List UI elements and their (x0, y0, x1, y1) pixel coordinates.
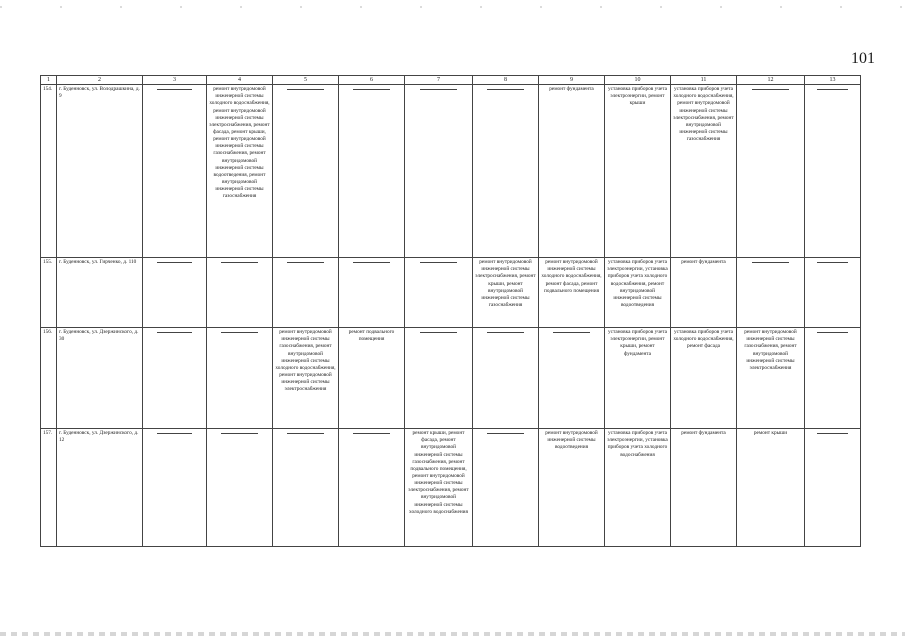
empty-cell-dash (487, 332, 524, 333)
column-header: 5 (273, 76, 339, 85)
column-header: 6 (339, 76, 405, 85)
table-cell: ремонт фундамента (539, 85, 605, 258)
table-cell: установка приборов учета электроэнергии, установка приборов учета холодного водоснабжения (605, 429, 671, 547)
empty-cell-dash (353, 433, 390, 434)
empty-cell-dash (221, 332, 258, 333)
table-cell: установка приборов учета холодного водоснабжения, ремонт фасада (671, 328, 737, 429)
empty-cell-dash (157, 433, 192, 434)
table-cell (339, 85, 405, 258)
table-cell (405, 85, 473, 258)
empty-cell-dash (752, 262, 790, 263)
building-address: г. Буденновск, ул. Гирченко, д. 110 (57, 258, 143, 328)
table-cell (273, 85, 339, 258)
empty-cell-dash (287, 89, 324, 90)
row-number: 157. (41, 429, 57, 547)
table-cell: ремонт внутридомовой инженерной системы водоотведения (539, 429, 605, 547)
row-number: 154. (41, 85, 57, 258)
table-cell (143, 258, 207, 328)
table-cell: ремонт внутридомовой инженерной системы холодного водоснабжения, ремонт внутридомовой инженерной системы электроснабжения, ремонт фасада, ремонт крыши, ремонт внутридомовой инженерной системы газоснабжения, ремонт внутридомовой инженерной системы водоотведения, ремонт внутридомовой инженерной системы газоснабжения (207, 85, 273, 258)
table-cell (805, 258, 861, 328)
table-cell (339, 429, 405, 547)
table-cell (473, 85, 539, 258)
empty-cell-dash (157, 262, 192, 263)
column-header: 10 (605, 76, 671, 85)
table-cell: ремонт внутридомовой инженерной системы газоснабжения, ремонт внутридомовой инженерной системы электроснабжения (737, 328, 805, 429)
table-cell (143, 85, 207, 258)
column-header: 12 (737, 76, 805, 85)
table-cell (473, 328, 539, 429)
column-number-row (41, 76, 861, 85)
column-header: 2 (57, 76, 143, 85)
empty-cell-dash (752, 89, 790, 90)
table-cell: установка приборов учета холодного водоснабжения, ремонт внутридомовой инженерной системы электроснабжения, ремонт внутридомовой инженерной системы газоснабжения (671, 85, 737, 258)
empty-cell-dash (353, 89, 390, 90)
table-cell (539, 328, 605, 429)
table-cell: установка приборов учета электроэнергии, ремонт крыши (605, 85, 671, 258)
table-cell (805, 85, 861, 258)
column-header: 13 (805, 76, 861, 85)
table-cell: ремонт подвального помещения (339, 328, 405, 429)
table-cell (737, 258, 805, 328)
empty-cell-dash (353, 262, 390, 263)
table-cell: ремонт крыши, ремонт фасада, ремонт внутридомовой инженерной системы газоснабжения, ремонт подвального помещения, ремонт внутридомовой инженерной системы электроснабжения, ремонт внутридомовой инженерной системы холодного водоснабжения (405, 429, 473, 547)
row-number: 156. (41, 328, 57, 429)
building-address: г. Буденновск, ул. Дзержинского, д. 12 (57, 429, 143, 547)
table-cell (207, 258, 273, 328)
table-cell (273, 258, 339, 328)
empty-cell-dash (287, 433, 324, 434)
empty-cell-dash (287, 262, 324, 263)
column-header: 8 (473, 76, 539, 85)
row-number: 155. (41, 258, 57, 328)
empty-cell-dash (817, 262, 848, 263)
table-cell (143, 429, 207, 547)
table-row (41, 85, 861, 258)
table-cell: ремонт крыши (737, 429, 805, 547)
table-row (41, 429, 861, 547)
table-cell (473, 429, 539, 547)
scan-artifact-top (0, 6, 905, 8)
table-cell (405, 328, 473, 429)
table-cell: ремонт внутридомовой инженерной системы электроснабжения, ремонт крыши, ремонт внутридомовой инженерной системы газоснабжения (473, 258, 539, 328)
empty-cell-dash (157, 89, 192, 90)
empty-cell-dash (420, 332, 458, 333)
table-cell: установка приборов учета электроэнергии, ремонт крыши, ремонт фундамента (605, 328, 671, 429)
empty-cell-dash (817, 89, 848, 90)
column-header: 11 (671, 76, 737, 85)
empty-cell-dash (221, 262, 258, 263)
table-cell: установка приборов учета электроэнергии, установка приборов учета холодного водоснабжения, ремонт внутридомовой инженерной системы водоотведения (605, 258, 671, 328)
empty-cell-dash (487, 433, 524, 434)
column-header: 3 (143, 76, 207, 85)
column-header: 9 (539, 76, 605, 85)
table-cell (805, 429, 861, 547)
building-address: г. Буденновск, ул. Дзержинского, д. 30 (57, 328, 143, 429)
table-cell (339, 258, 405, 328)
table-cell (805, 328, 861, 429)
table-cell (273, 429, 339, 547)
table-row (41, 328, 861, 429)
table-cell (143, 328, 207, 429)
building-address: г. Буденновск, ул. Володрашкина, д. 9 (57, 85, 143, 258)
empty-cell-dash (817, 433, 848, 434)
table-cell: ремонт фундамента (671, 429, 737, 547)
table-cell (207, 328, 273, 429)
empty-cell-dash (420, 89, 458, 90)
table-cell: ремонт фундамента (671, 258, 737, 328)
table-cell: ремонт внутридомовой инженерной системы газоснабжения, ремонт внутридомовой инженерной системы холодного водоснабжения, ремонт внутридомовой инженерной системы электроснабжения (273, 328, 339, 429)
table-cell: ремонт внутридомовой инженерной системы холодного водоснабжения, ремонт фасада, ремонт подвального помещения (539, 258, 605, 328)
empty-cell-dash (817, 332, 848, 333)
empty-cell-dash (157, 332, 192, 333)
scan-artifact-bottom (0, 632, 905, 636)
repair-register-table (40, 75, 861, 547)
table-cell (207, 429, 273, 547)
empty-cell-dash (221, 433, 258, 434)
table-cell (405, 258, 473, 328)
column-header: 1 (41, 76, 57, 85)
column-header: 4 (207, 76, 273, 85)
empty-cell-dash (553, 332, 590, 333)
page-number: 101 (851, 50, 875, 67)
empty-cell-dash (487, 89, 524, 90)
empty-cell-dash (420, 262, 458, 263)
column-header: 7 (405, 76, 473, 85)
table-cell (737, 85, 805, 258)
table-row (41, 258, 861, 328)
